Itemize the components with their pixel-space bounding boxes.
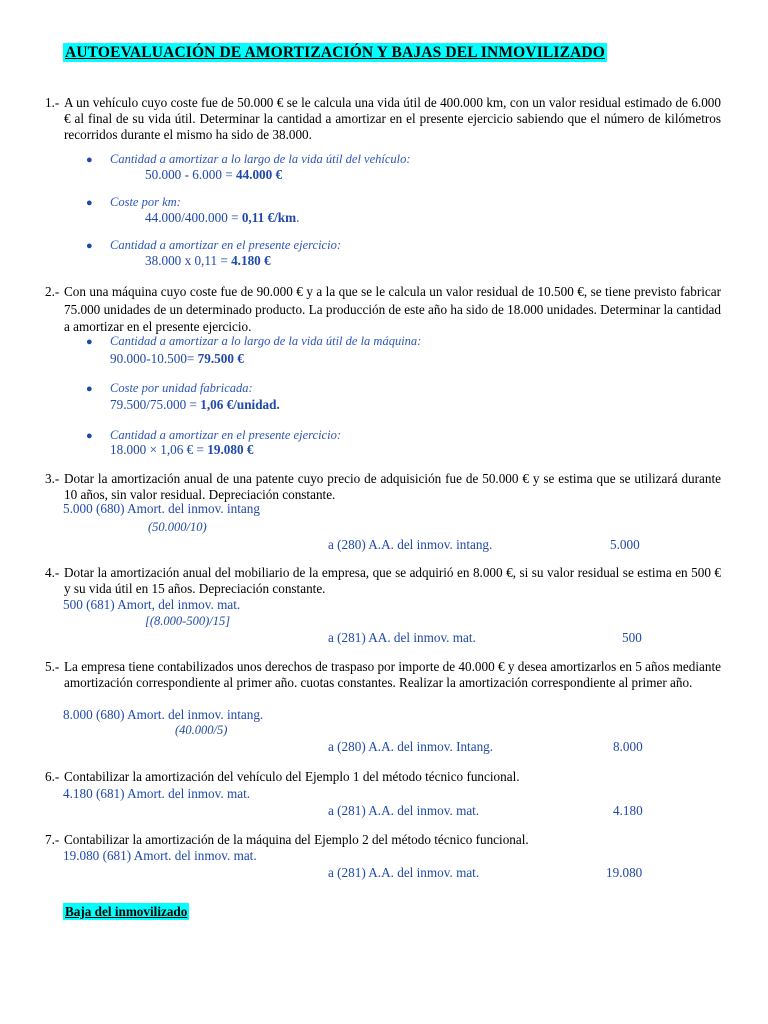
exercise-1-number: 1.- <box>45 95 60 110</box>
ex1-bullet-2-label: Coste por km: <box>110 195 181 209</box>
ex7-debit-entry: 19.080 (681) Amort. del inmov. mat. <box>63 848 257 863</box>
exercise-5-number: 5.- <box>45 659 60 674</box>
ex7-credit-entry: a (281) A.A. del inmov. mat. <box>328 865 480 880</box>
ex1-calc-1-result: 44.000 € <box>235 167 283 182</box>
ex7-amount: 19.080 <box>606 865 643 880</box>
ex6-debit-entry: 4.180 (681) Amort. del inmov. mat. <box>63 786 251 801</box>
exercise-4-number: 4.- <box>45 565 60 580</box>
bullet-icon: ● <box>86 197 93 209</box>
ex1-bullet-1-calc <box>145 167 282 183</box>
exercise-2-text: Con una máquina cuyo coste fue de 90.000 € y a la que se le calcula un valor residual de 10.500 €, se tiene previsto fabricar 75.000 unidades de un determinado producto. La producción de este año ha sido de 18.000 unidades. Determinar la cantidad a amortizar en el presente ejercicio. <box>64 284 721 334</box>
exercise-4-text: Dotar la amortización anual del mobiliario de la empresa, que se adquirió en 8.000 €, si su valor residual se estima en 500 € y su vida útil en 15 años. Depreciación constante. <box>64 565 721 596</box>
ex1-calc-3-result: 4.180 € <box>231 253 271 268</box>
bullet-icon: ● <box>86 240 93 252</box>
ex2-bullet-2-calc <box>110 397 280 413</box>
ex2-calc-3-expr: 18.000 × 1,06 € = <box>110 442 208 457</box>
ex2-calc-1-result: 79.500 € <box>197 351 244 366</box>
ex4-debit-entry: 500 (681) Amort, del inmov. mat. <box>63 597 241 612</box>
exercise-2-number: 2.- <box>45 284 60 299</box>
exercise-2 <box>45 283 721 336</box>
exercise-7 <box>45 832 721 848</box>
ex5-credit-entry: a (280) A.A. del inmov. Intang. <box>328 739 494 754</box>
exercise-5-text: La empresa tiene contabilizados unos derechos de traspaso por importe de 40.000 € y desea amortizarlos en 5 años mediante amortización correspondiente al primer año. cuotas constantes. Realizar la amortización correspondiente al primer año. <box>64 659 721 690</box>
ex3-debit-entry: 5.000 (680) Amort. del inmov. intang <box>63 501 260 516</box>
ex5-debit-entry: 8.000 (680) Amort. del inmov. intang. <box>63 707 264 722</box>
exercise-3-text: Dotar la amortización anual de una patente cuyo precio de adquisición fue de 50.000 € y se estima que se utilizará durante 10 años, sin valor residual. Depreciación constante. <box>64 471 721 502</box>
ex4-calc-note: [(8.000-500)/15] <box>145 614 231 628</box>
ex2-bullet-3-calc <box>110 442 253 458</box>
bullet-icon: ● <box>86 430 93 442</box>
exercise-3 <box>45 471 721 503</box>
ex2-calc-3-result: 19.080 € <box>207 442 254 457</box>
ex2-calc-2-result: 1,06 €/unidad. <box>200 397 280 412</box>
ex1-calc-2-result: 0,11 €/km <box>241 210 297 225</box>
ex1-calc-1-expr: 50.000 - 6.000 = <box>145 167 236 182</box>
ex2-bullet-1-label: Cantidad a amortizar a lo largo de la vida útil de la máquina: <box>110 334 422 348</box>
exercise-1 <box>45 95 721 143</box>
exercise-5 <box>45 659 721 691</box>
ex5-amount: 8.000 <box>613 739 643 754</box>
exercise-4 <box>45 565 721 597</box>
ex2-calc-2-expr: 79.500/75.000 = <box>110 397 201 412</box>
bullet-icon: ● <box>86 383 93 395</box>
exercise-7-text: Contabilizar la amortización de la máquina del Ejemplo 2 del método técnico funcional. <box>64 832 529 847</box>
ex5-calc-note: (40.000/5) <box>175 723 228 737</box>
ex1-calc-2-tail: . <box>296 210 300 225</box>
bullet-icon: ● <box>86 154 93 166</box>
page-title: AUTOEVALUACIÓN DE AMORTIZACIÓN Y BAJAS DEL INMOVILIZADO <box>65 44 605 61</box>
ex1-bullet-3-calc <box>145 253 271 269</box>
ex4-credit-entry: a (281) AA. del inmov. mat. <box>328 630 476 645</box>
ex3-amount: 5.000 <box>610 537 640 552</box>
ex1-bullet-3-label: Cantidad a amortizar en el presente ejercicio: <box>110 238 341 252</box>
ex2-bullet-3-label: Cantidad a amortizar en el presente ejercicio: <box>110 428 341 442</box>
ex2-bullet-1-calc <box>110 351 244 367</box>
ex3-calc-note: (50.000/10) <box>148 520 207 534</box>
ex1-bullet-1-label: Cantidad a amortizar a lo largo de la vida útil del vehículo: <box>110 152 411 166</box>
ex3-credit-entry: a (280) A.A. del inmov. intang. <box>328 537 493 552</box>
ex1-calc-2-expr: 44.000/400.000 = <box>145 210 242 225</box>
ex2-bullet-2-label: Coste por unidad fabricada: <box>110 381 253 395</box>
ex6-credit-entry: a (281) A.A. del inmov. mat. <box>328 803 480 818</box>
exercise-1-text: A un vehículo cuyo coste fue de 50.000 € se le calcula una vida útil de 400.000 km, con un valor residual estimado de 6.000 € al final de su vida útil. Determinar la cantidad a amortizar en el presente ejercicio sabiendo que el número de kilómetros recorridos durante el mismo ha sido de 38.000. <box>64 95 721 142</box>
exercise-6-number: 6.- <box>45 769 60 784</box>
exercise-7-number: 7.- <box>45 832 60 847</box>
ex1-bullet-2-calc <box>145 210 299 226</box>
ex6-amount: 4.180 <box>613 803 643 818</box>
bullet-icon: ● <box>86 336 93 348</box>
exercise-3-number: 3.- <box>45 471 60 486</box>
exercise-6 <box>45 769 721 785</box>
section-heading-baja: Baja del inmovilizado <box>65 904 188 919</box>
ex4-amount: 500 <box>622 630 642 645</box>
exercise-6-text: Contabilizar la amortización del vehículo del Ejemplo 1 del método técnico funcional. <box>64 769 520 784</box>
ex2-calc-1-expr: 90.000-10.500= <box>110 351 198 366</box>
ex1-calc-3-expr: 38.000 x 0,11 = <box>145 253 232 268</box>
